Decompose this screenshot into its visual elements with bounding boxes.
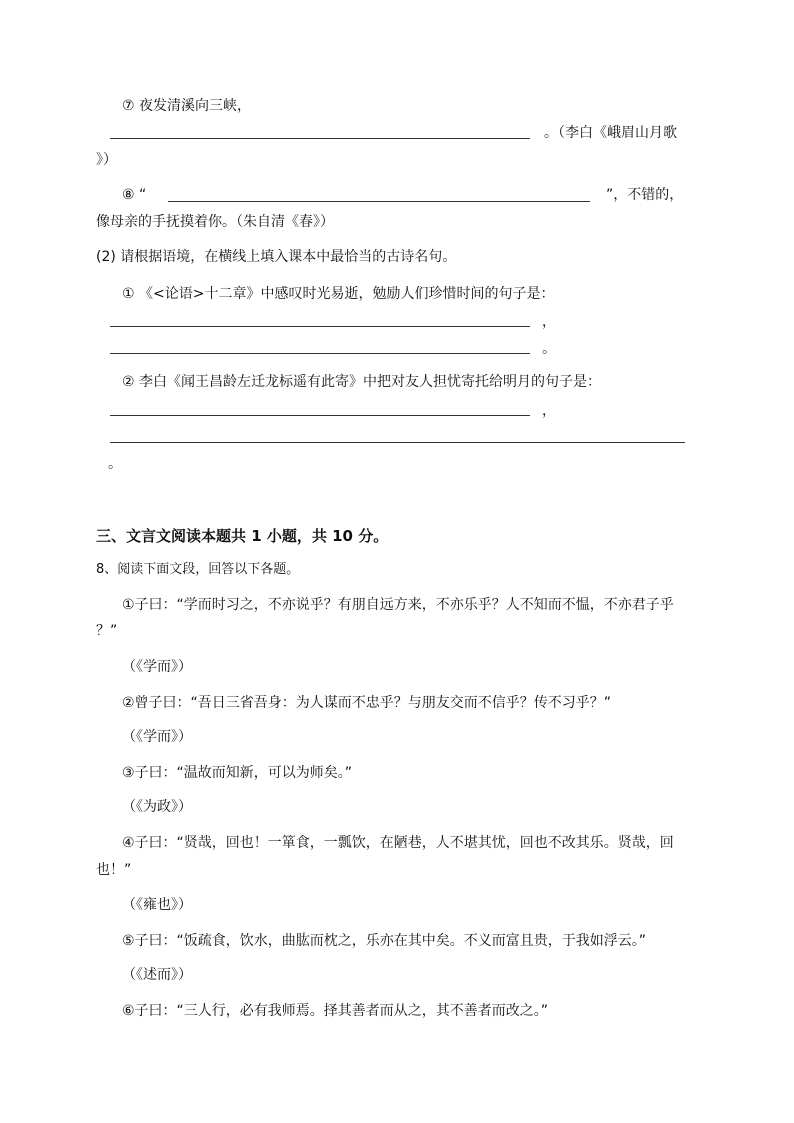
part2-item2: ② 李白《闻王昌龄左迁龙标遥有此寄》中把对友人担忧寄托给明月的句子是： xyxy=(122,374,601,390)
source-5: （《述而》） xyxy=(122,967,192,983)
item8-prefix: ⑧ “ xyxy=(122,187,147,203)
source-4: （《雍也》） xyxy=(122,897,192,913)
passage-1-line2: ？” xyxy=(96,623,118,639)
passage-6: ⑥子曰：“三人行，必有我师焉。择其善者而从之，其不善者而改之。” xyxy=(122,1003,549,1019)
comma-1: ， xyxy=(542,314,556,330)
answer-blank-p2-2b[interactable] xyxy=(110,442,685,443)
item7-tail1: 。（李白《峨眉山月歌 xyxy=(544,125,677,141)
period-1: 。 xyxy=(542,341,556,357)
item7-line1: ⑦ 夜发清溪向三峡， xyxy=(122,98,252,114)
answer-blank-p2-2a[interactable] xyxy=(110,415,530,416)
source-2: （《学而》） xyxy=(122,729,192,745)
passage-4-line2: 也！” xyxy=(96,862,132,878)
item7-tail2: 》） xyxy=(96,152,117,168)
item8-line2: 像母亲的手抚摸着你。（朱自清《春》） xyxy=(96,214,334,230)
passage-4-line1: ④子曰：“贤哉，回也！一箪食，一瓢饮，在陋巷，人不堪其忧，回也不改其乐。贤哉，回 xyxy=(122,835,674,851)
passage-3: ③子曰：“温故而知新，可以为师矣。” xyxy=(122,765,353,781)
source-1: （《学而》） xyxy=(122,659,192,675)
passage-5: ⑤子曰：“饭疏食，饮水，曲肱而枕之，乐亦在其中矣。不义而富且贵，于我如浮云。” xyxy=(122,933,647,949)
comma-2: ， xyxy=(542,403,556,419)
source-3: （《为政》） xyxy=(122,799,192,815)
answer-blank-8[interactable] xyxy=(168,201,590,202)
part2-item1: ① 《<论语>十二章》中感叹时光易逝，勉励人们珍惜时间的句子是： xyxy=(122,286,555,302)
section-heading: 三、文言文阅读本题共 1 小题，共 10 分。 xyxy=(96,527,389,545)
period-2: 。 xyxy=(108,456,122,472)
passage-2: ②曾子曰：“吾日三省吾身：为人谋而不忠乎？与朋友交而不信乎？传不习乎？” xyxy=(122,695,612,711)
question-8-intro: 8、阅读下面文段，回答以下各题。 xyxy=(96,562,300,577)
passage-1-line1: ①子曰：“学而时习之，不亦说乎？有朋自远方来，不亦乐乎？人不知而不愠，不亦君子乎 xyxy=(122,597,674,613)
answer-blank-p2-1a[interactable] xyxy=(110,326,530,327)
answer-blank-p2-1b[interactable] xyxy=(110,353,530,354)
item8-suffix: ”，不错的， xyxy=(606,187,684,203)
answer-blank-7[interactable] xyxy=(110,138,530,139)
part2-title: (2) 请根据语境，在横线上填入课本中最恰当的古诗名句。 xyxy=(96,249,457,265)
